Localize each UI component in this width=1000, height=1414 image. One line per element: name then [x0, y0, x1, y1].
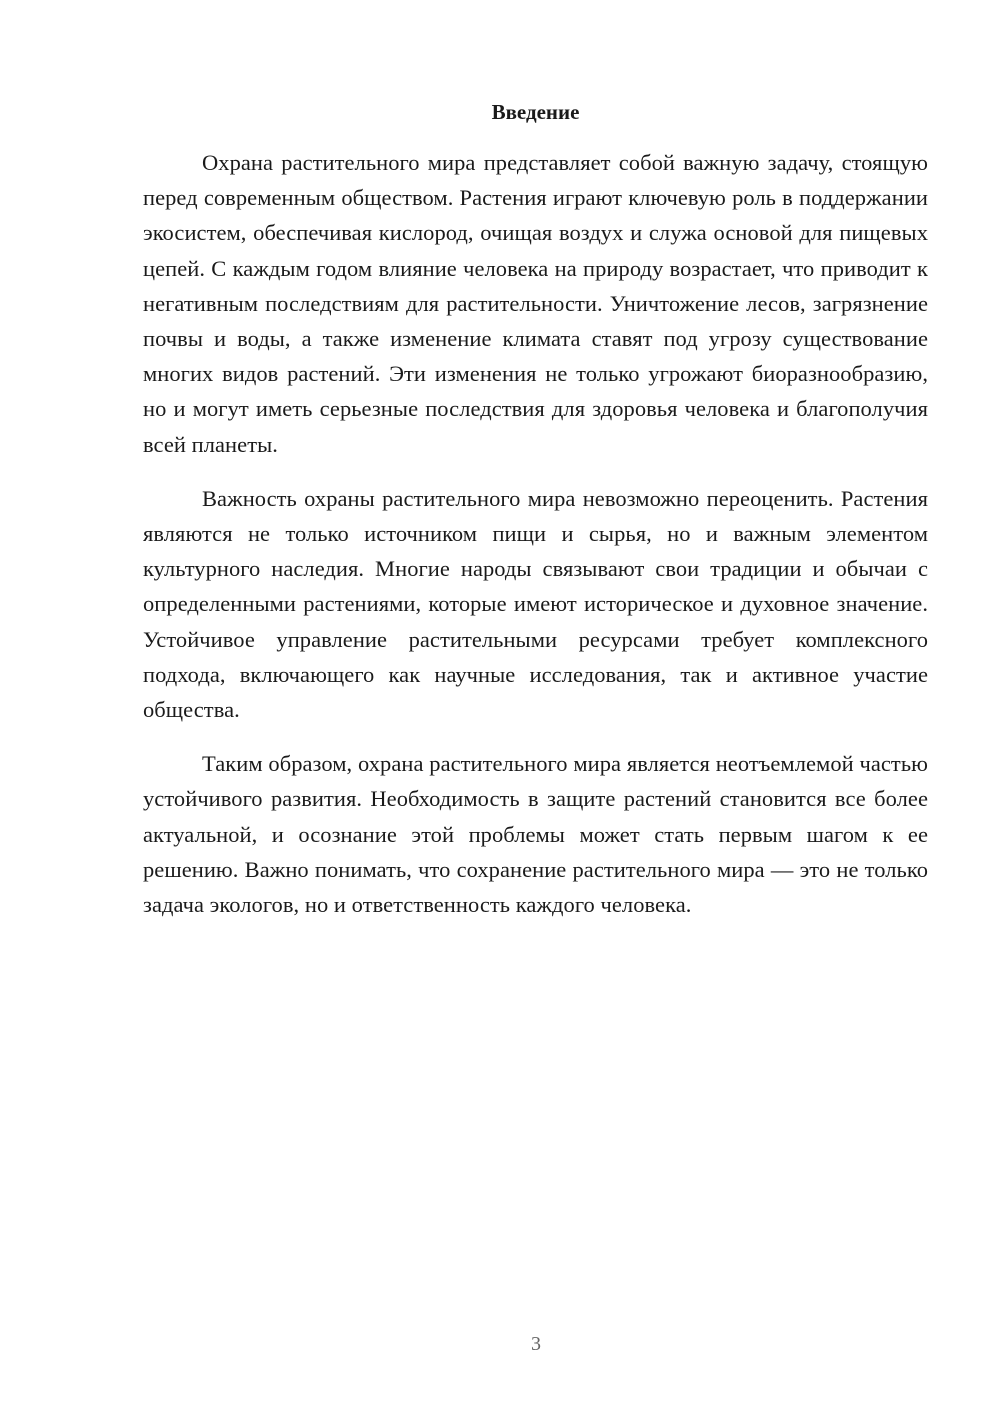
body-text: [143, 145, 928, 941]
paragraph-3: Таким образом, охрана растительного мира является неотъемлемой частью устойчивого развития. Необходимость в защите растений становится все более актуальной, и осознание этой проблемы может стать первым шагом к ее решению. Важно понимать, что сохранение растительного мира — это не только задача экологов, но и ответственность каждого человека.: [143, 751, 928, 918]
section-heading: Введение: [491, 100, 580, 124]
paragraph-1: Охрана растительного мира представляет собой важную задачу, стоящую перед современным обществом. Растения играют ключевую роль в поддержании экосистем, обеспечивая кислород, очищая воздух и служа основой для пищевых цепей. С каждым годом влияние человека на природу возрастает, что приводит к негативным последствиям для растительности. Уничтожение лесов, загрязнение почвы и воды, а также изменение климата ставят под угрозу существование многих видов растений. Эти изменения не только угрожают биоразнообразию, но и могут иметь серьезные последствия для здоровья человека и благополучия всей планеты.: [143, 150, 928, 457]
page-number: 3: [531, 1333, 541, 1355]
paragraph-2: Важность охраны растительного мира невозможно переоценить. Растения являются не только источником пищи и сырья, но и важным элементом культурного наследия. Многие народы связывают свои традиции и обычаи с определенными растениями, которые имеют историческое и духовное значение. Устойчивое управление растительными ресурсами требует комплексного подхода, включающего как научные исследования, так и активное участие общества.: [143, 485, 928, 723]
